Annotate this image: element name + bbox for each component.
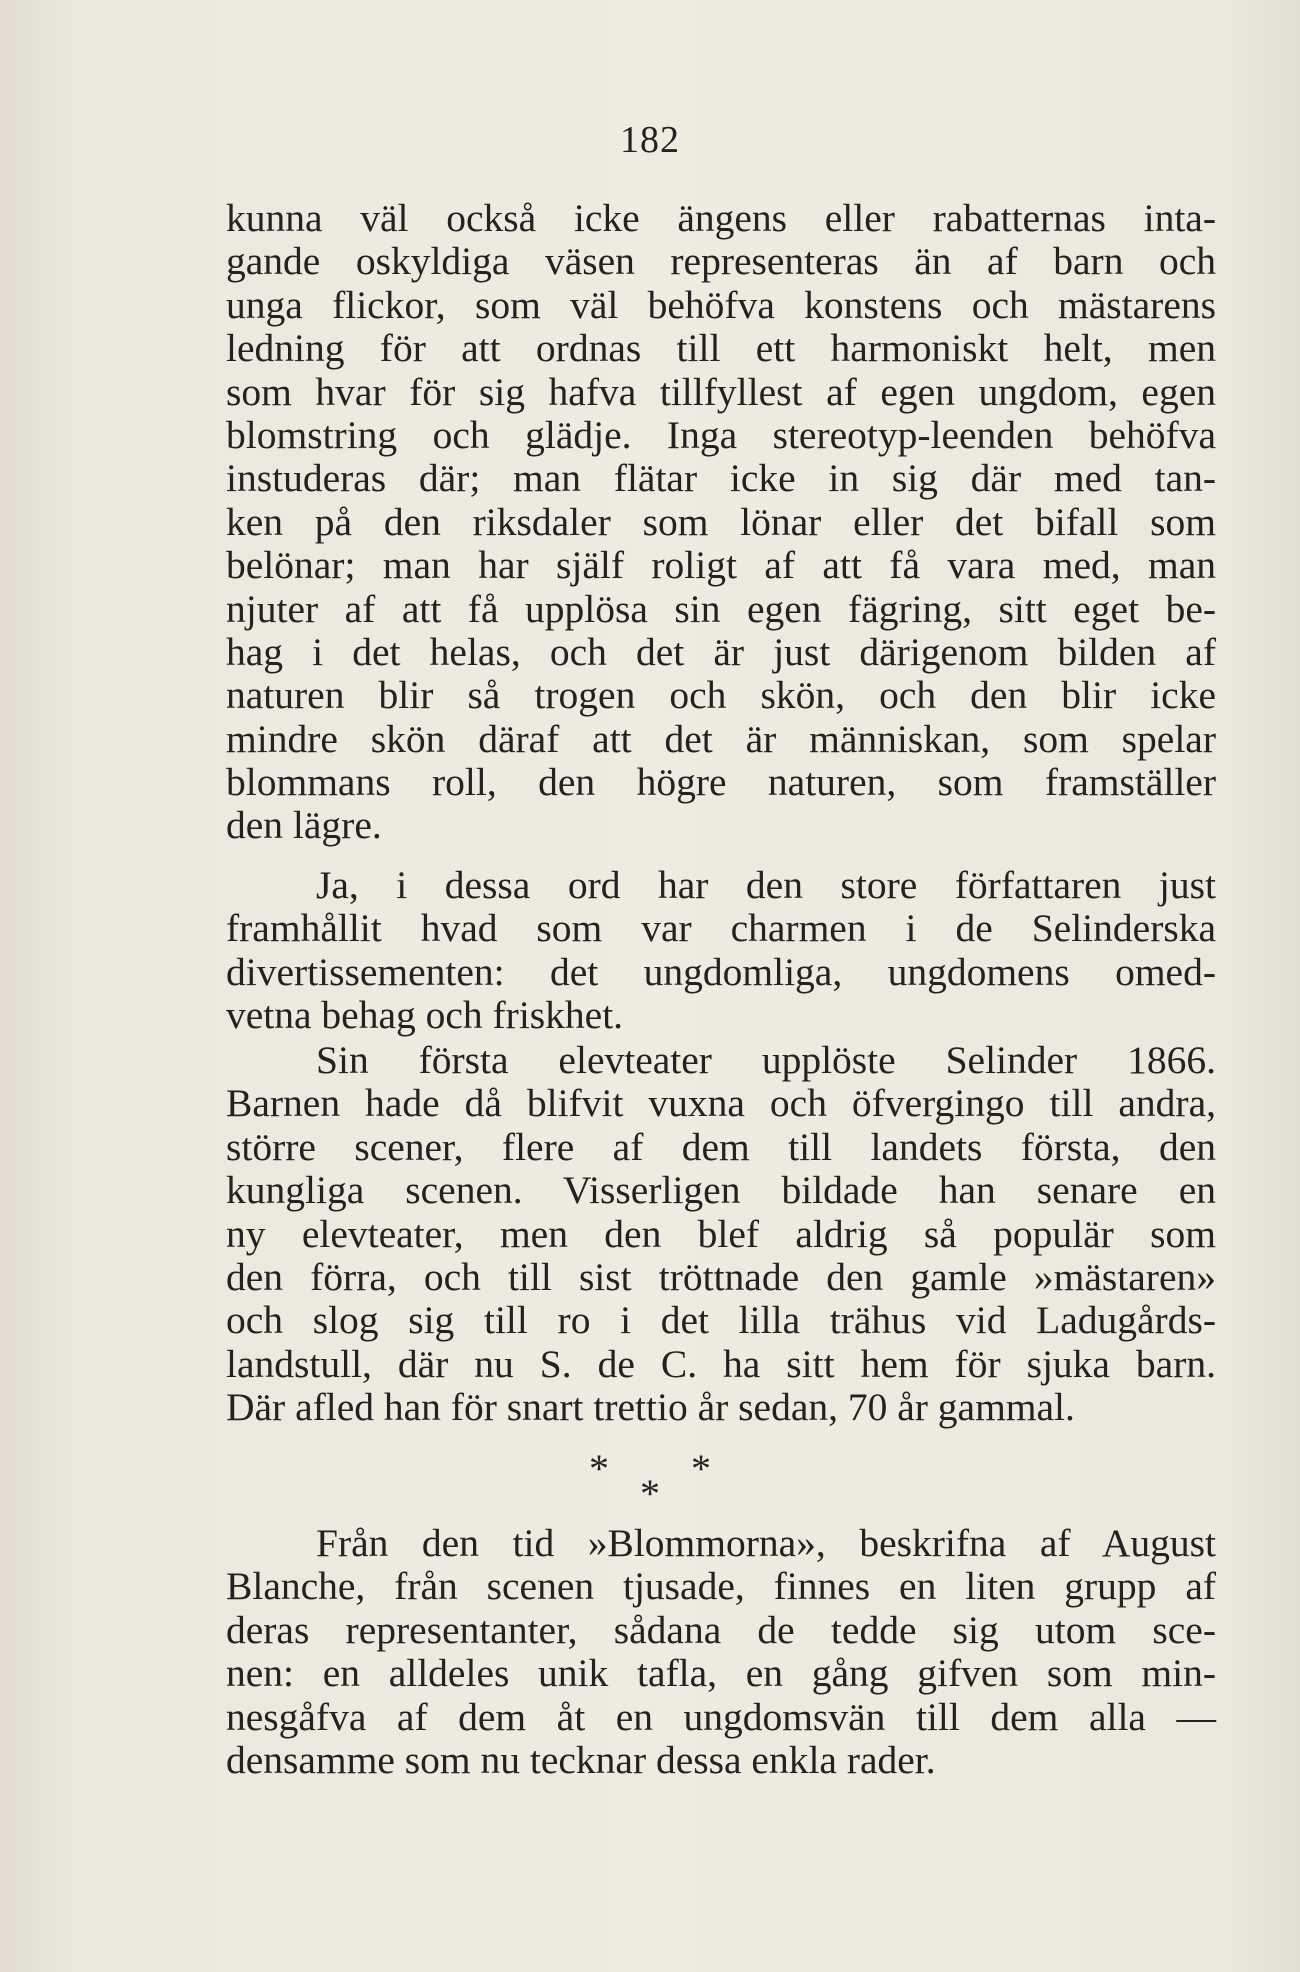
text-line: blommans roll, den högre naturen, som framställer xyxy=(226,760,1216,805)
text-line: Från den tid »Blommorna», beskrifna af August xyxy=(316,1521,1216,1565)
paragraph-1 xyxy=(226,197,1216,848)
text-line: divertissementen: det ungdomliga, ungdomens omed- xyxy=(226,949,1216,994)
text-line: deras representanter, sådana de tedde sig utom sce- xyxy=(226,1607,1216,1652)
text-line: belönar; man har själf roligt af att få vara med, man xyxy=(226,543,1216,588)
text-line: nen: en alldeles unik tafla, en gång gifven som min- xyxy=(226,1651,1216,1696)
text-line: njuter af att få upplösa sin egen fägring, sitt eget be- xyxy=(226,586,1216,631)
text-line: instuderas där; man flätar icke in sig där med tan- xyxy=(226,456,1216,501)
text-line: vetna behag och friskhet. xyxy=(226,993,624,1038)
text-line: gande oskyldiga väsen representeras än af barn och xyxy=(226,239,1216,284)
paragraph-4 xyxy=(226,1522,1216,1782)
text-line: Sin första elevteater upplöste Selinder 1866. xyxy=(316,1038,1216,1082)
text-line: ken på den riksdaler som lönar eller det bifall som xyxy=(226,499,1216,544)
text-line: mindre skön däraf att det är människan, som spelar xyxy=(226,716,1216,761)
text-line: unga flickor, som väl behöfva konstens och mästarens xyxy=(226,282,1216,327)
text-line: Barnen hade då blifvit vuxna och öfvergingo till andra, xyxy=(226,1081,1216,1126)
text-line: ledning för att ordnas till ett harmoniskt helt, men xyxy=(226,326,1216,371)
text-line: hag i det helas, och det är just därigenom bilden af xyxy=(226,629,1216,674)
text-line: densamme som nu tecknar dessa enkla rader. xyxy=(226,1737,936,1782)
text-line: den lägre. xyxy=(226,803,382,848)
text-line: framhållit hvad som var charmen i de Selinderska xyxy=(226,906,1216,951)
paragraph-3 xyxy=(226,1039,1216,1430)
text-line: blomstring och glädje. Inga stereotyp-leenden behöfva xyxy=(226,412,1216,457)
paragraph-2 xyxy=(226,864,1216,1038)
text-line: som hvar för sig hafva tillfyllest af egen ungdom, egen xyxy=(226,369,1216,414)
text-line: Där afled han för snart trettio år sedan, 70 år gammal. xyxy=(226,1385,1075,1430)
text-line: ny elevteater, men den blef aldrig så populär som xyxy=(226,1211,1216,1256)
section-separator-bottom xyxy=(0,1470,1300,1517)
text-line: kunna väl också icke ängens eller rabatternas inta- xyxy=(226,196,1216,240)
text-line: nesgåfva af dem åt en ungdomsvän till dem alla — xyxy=(226,1694,1216,1739)
asterisk: * xyxy=(589,1446,609,1491)
text-line: naturen blir så trogen och skön, och den blir icke xyxy=(226,673,1216,718)
asterisk: * xyxy=(691,1446,711,1491)
asterisk: * xyxy=(640,1471,660,1516)
text-line: Blanche, från scenen tjusade, finnes en liten grupp af xyxy=(226,1564,1216,1609)
page-number: 182 xyxy=(620,119,680,161)
text-line: större scener, flere af dem till landets första, den xyxy=(226,1124,1216,1169)
text-line: landstull, där nu S. de C. ha sitt hem för sjuka barn. xyxy=(226,1341,1216,1386)
text-line: Ja, i dessa ord har den store författaren just xyxy=(316,863,1216,907)
text-line: och slog sig till ro i det lilla trähus vid Ladugårds- xyxy=(226,1298,1216,1343)
text-line: kungliga scenen. Visserligen bildade han senare en xyxy=(226,1168,1216,1213)
text-line: den förra, och till sist tröttnade den gamle »mästaren» xyxy=(226,1254,1216,1299)
